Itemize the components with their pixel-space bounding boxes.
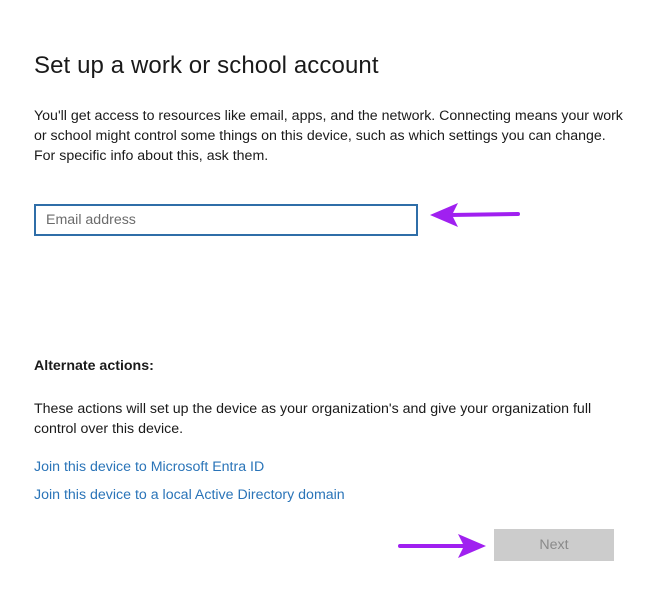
arrow-right-icon [398, 532, 488, 560]
alternate-actions-heading: Alternate actions: [34, 358, 154, 374]
join-active-directory-link[interactable]: Join this device to a local Active Directory domain [34, 487, 345, 503]
intro-description: You'll get access to resources like email, apps, and the network. Connecting means your work or school might control some things on this device, such as which settings you can change. For specific info about this, ask them. [34, 108, 623, 164]
arrow-left-icon [428, 200, 522, 230]
alternate-actions-description: These actions will set up the device as your organization's and give your organization full control over this device. [34, 401, 592, 437]
join-entra-id-link[interactable]: Join this device to Microsoft Entra ID [34, 459, 265, 475]
next-button[interactable]: Next [494, 529, 614, 561]
page-title: Set up a work or school account [34, 52, 379, 79]
email-address-input[interactable] [34, 204, 418, 236]
